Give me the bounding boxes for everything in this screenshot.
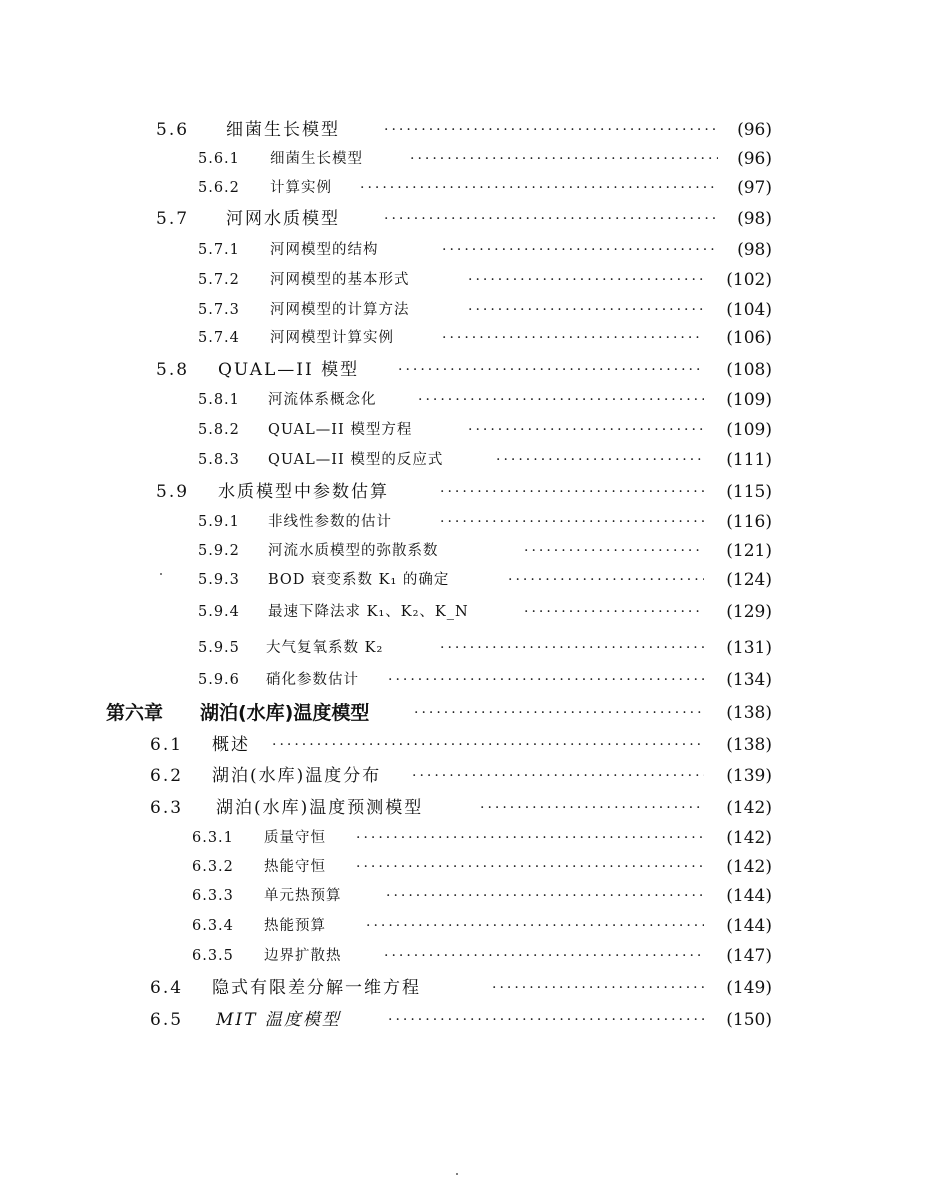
entry-page: (144)	[726, 886, 772, 906]
entry-number: 5.8.2	[198, 422, 240, 438]
entry-number: 5.6.2	[198, 180, 240, 196]
toc-entry	[0, 666, 950, 694]
entry-page: (108)	[726, 360, 772, 380]
toc-entry	[0, 731, 950, 759]
entry-page: (134)	[726, 670, 772, 690]
entry-number: 6.5	[150, 1010, 184, 1030]
toc-entry	[0, 762, 950, 790]
leader-dots	[360, 174, 718, 202]
entry-page: (96)	[737, 120, 772, 140]
toc-entry	[0, 478, 950, 506]
toc-entry	[0, 205, 950, 233]
toc-entry	[0, 386, 950, 414]
entry-title: 细菌生长模型	[270, 151, 363, 167]
entry-page: (142)	[726, 828, 772, 848]
entry-page: (147)	[726, 946, 772, 966]
entry-number: 5.7.1	[198, 242, 240, 258]
toc-entry	[0, 1006, 950, 1034]
entry-number: 5.9.3	[198, 572, 240, 588]
entry-page: (150)	[726, 1010, 772, 1030]
toc-entry	[0, 266, 950, 294]
toc-entry	[0, 794, 950, 822]
chapter-number: 第六章	[106, 702, 164, 724]
entry-number: 5.9	[156, 482, 190, 502]
entry-number: 6.3	[150, 798, 184, 818]
entry-page: (97)	[737, 178, 772, 198]
leader-dots	[524, 598, 704, 626]
leader-dots	[356, 824, 704, 852]
leader-dots	[412, 762, 704, 790]
leader-dots	[468, 296, 704, 324]
leader-dots	[386, 882, 704, 910]
entry-title: 河流水质模型的弥散系数	[268, 543, 439, 559]
entry-title: MIT 温度模型	[216, 1010, 341, 1030]
leader-dots	[508, 566, 704, 594]
entry-title: 河流体系概念化	[268, 392, 377, 408]
leader-dots	[440, 478, 704, 506]
entry-title: 非线性参数的估计	[268, 514, 392, 530]
toc-chapter-entry	[0, 699, 950, 727]
toc-entry	[0, 296, 950, 324]
entry-number: 5.9.6	[198, 672, 240, 688]
entry-title: QUAL—II 模型的反应式	[268, 452, 444, 468]
entry-page: (102)	[726, 270, 772, 290]
leader-dots	[410, 145, 718, 173]
entry-title: 计算实例	[270, 180, 332, 196]
entry-title: 边界扩散热	[264, 948, 342, 964]
entry-number: 5.9.2	[198, 543, 240, 559]
entry-number: 5.6	[156, 120, 190, 140]
entry-number: 6.4	[150, 978, 184, 998]
toc-entry	[0, 853, 950, 881]
entry-page: (111)	[726, 450, 772, 470]
entry-title: QUAL—II 模型方程	[268, 422, 413, 438]
entry-page: (144)	[726, 916, 772, 936]
entry-page: (104)	[726, 300, 772, 320]
entry-number: 6.1	[150, 735, 184, 755]
leader-dots	[384, 942, 704, 970]
toc-entry	[0, 174, 950, 202]
toc-entry	[0, 537, 950, 565]
toc-entry	[0, 324, 950, 352]
entry-page: (149)	[726, 978, 772, 998]
entry-title: 质量守恒	[264, 830, 326, 846]
entry-page: (96)	[737, 149, 772, 169]
entry-title: 硝化参数估计	[266, 672, 359, 688]
toc-entry	[0, 598, 950, 626]
leader-dots	[480, 794, 704, 822]
leader-dots	[388, 1006, 704, 1034]
entry-page: (142)	[726, 857, 772, 877]
entry-number: 5.8	[156, 360, 190, 380]
entry-number: 5.9.5	[198, 640, 240, 656]
entry-number: 5.9.4	[198, 604, 240, 620]
leader-dots	[388, 666, 704, 694]
leader-dots	[524, 537, 704, 565]
entry-number: 5.8.1	[198, 392, 240, 408]
entry-number: 5.6.1	[198, 151, 240, 167]
toc-entry	[0, 912, 950, 940]
leader-dots	[366, 912, 704, 940]
toc-entry	[0, 356, 950, 384]
leader-dots	[496, 446, 704, 474]
entry-title: 单元热预算	[264, 888, 342, 904]
entry-number: 5.7.4	[198, 330, 240, 346]
leader-dots	[442, 236, 718, 264]
toc-entry	[0, 882, 950, 910]
toc-entry	[0, 942, 950, 970]
entry-title: 河网模型计算实例	[270, 330, 394, 346]
entry-page: (129)	[726, 602, 772, 622]
scan-speck	[160, 573, 162, 575]
entry-title: 湖泊(水库)温度预测模型	[216, 798, 424, 818]
entry-title: 河网模型的基本形式	[270, 272, 410, 288]
entry-title: 最速下降法求 K₁、K₂、K_N	[268, 604, 469, 620]
leader-dots	[468, 266, 704, 294]
entry-page: (109)	[726, 420, 772, 440]
entry-number: 5.9.1	[198, 514, 240, 530]
scan-speck	[456, 1173, 458, 1175]
entry-title: 隐式有限差分解一维方程	[212, 978, 421, 998]
entry-number: 6.3.5	[192, 948, 234, 964]
entry-number: 5.8.3	[198, 452, 240, 468]
toc-entry	[0, 446, 950, 474]
entry-number: 5.7	[156, 209, 190, 229]
entry-page: (116)	[726, 512, 772, 532]
leader-dots	[414, 699, 704, 727]
leader-dots	[440, 508, 704, 536]
toc-entry	[0, 634, 950, 662]
entry-number: 5.7.3	[198, 302, 240, 318]
entry-title: 河网水质模型	[226, 209, 340, 229]
entry-title: 湖泊(水库)温度分布	[212, 766, 382, 786]
entry-title: 概述	[212, 735, 250, 755]
leader-dots	[442, 324, 704, 352]
entry-title: 热能预算	[264, 918, 326, 934]
leader-dots	[468, 416, 704, 444]
toc-entry	[0, 236, 950, 264]
entry-title: 大气复氧系数 K₂	[266, 640, 384, 656]
leader-dots	[440, 634, 704, 662]
leader-dots	[384, 205, 718, 233]
toc-entry	[0, 824, 950, 852]
entry-page: (142)	[726, 798, 772, 818]
entry-number: 6.3.3	[192, 888, 234, 904]
entry-page: (121)	[726, 541, 772, 561]
leader-dots	[398, 356, 704, 384]
toc-entry	[0, 145, 950, 173]
entry-page: (124)	[726, 570, 772, 590]
entry-page: (106)	[726, 328, 772, 348]
entry-title: QUAL—II 模型	[218, 360, 360, 380]
leader-dots	[492, 974, 704, 1002]
entry-title: 细菌生长模型	[226, 120, 340, 140]
leader-dots	[272, 731, 704, 759]
entry-number: 6.3.1	[192, 830, 234, 846]
entry-page: (115)	[726, 482, 772, 502]
entry-page: (138)	[726, 703, 772, 723]
toc-entry	[0, 116, 950, 144]
entry-title: 河网模型的计算方法	[270, 302, 410, 318]
entry-page: (109)	[726, 390, 772, 410]
entry-title: 河网模型的结构	[270, 242, 379, 258]
toc-entry	[0, 974, 950, 1002]
toc-entry	[0, 566, 950, 594]
entry-title: 热能守恒	[264, 859, 326, 875]
toc-entry	[0, 508, 950, 536]
leader-dots	[356, 853, 704, 881]
entry-page: (139)	[726, 766, 772, 786]
entry-title: 水质模型中参数估算	[218, 482, 389, 502]
entry-page: (138)	[726, 735, 772, 755]
entry-page: (98)	[737, 209, 772, 229]
leader-dots	[384, 116, 718, 144]
toc-entry	[0, 416, 950, 444]
leader-dots	[418, 386, 704, 414]
entry-number: 5.7.2	[198, 272, 240, 288]
chapter-title: 湖泊(水库)温度模型	[200, 702, 370, 724]
entry-number: 6.3.4	[192, 918, 234, 934]
entry-page: (98)	[737, 240, 772, 260]
entry-page: (131)	[726, 638, 772, 658]
entry-number: 6.2	[150, 766, 184, 786]
entry-number: 6.3.2	[192, 859, 234, 875]
entry-title: BOD 衰变系数 K₁ 的确定	[268, 572, 450, 588]
